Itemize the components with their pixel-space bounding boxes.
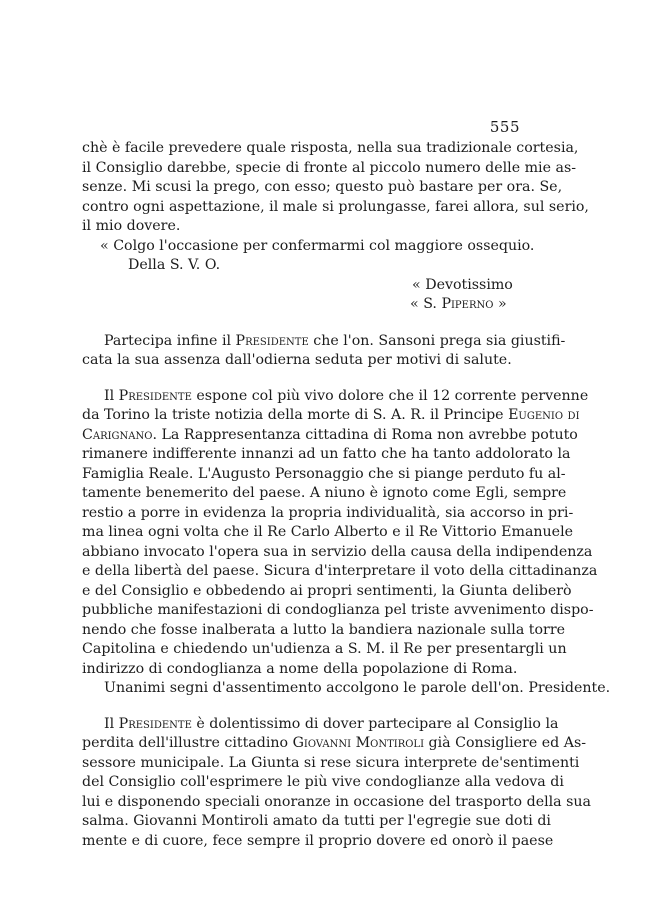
text-line <box>82 715 559 735</box>
text-line: ma linea ogni volta che il Re Carlo Alberto e il Re Vittorio Emanuele <box>82 524 574 540</box>
signature-block <box>82 276 525 315</box>
text-line: Famiglia Reale. L'Augusto Personaggio che si piange perduto fu al- <box>82 465 566 482</box>
text-line: senze. Mi scusi la prego, con esso; questo può bastare per ora. Se, <box>82 179 563 195</box>
text-line: « Colgo l'occasione per confermarmi col maggiore ossequio. <box>100 237 535 254</box>
text-run: Partecipa infine il <box>104 332 236 349</box>
text-run: Il <box>104 715 119 732</box>
text-line: Unanimi segni d'assentimento accolgono le parole dell'on. Presidente. <box>104 680 611 696</box>
text-line: Della S. V. O. <box>128 257 221 273</box>
text-line: rimanere indifferente innanzi ad un fatto che ha tanto addolorato la <box>82 446 571 462</box>
paragraph-sansoni <box>82 332 566 371</box>
text-line: mente e di cuore, fece sempre il proprio dovere ed onorò il paese <box>82 832 554 849</box>
paragraph-carignano <box>82 387 598 680</box>
signature-suffix: » <box>493 296 507 312</box>
text-run-smallcaps: Presidente <box>118 715 192 732</box>
text-run: da Torino la triste notizia della morte di S. A. R. il Principe <box>82 407 509 423</box>
text-line <box>82 426 578 446</box>
text-line: indirizzo di condoglianza a nome della popolazione di Roma. <box>82 660 518 677</box>
text-run: . La Rappresentanza cittadina di Roma non avrebbe potuto <box>152 426 578 443</box>
text-line <box>82 734 587 754</box>
paragraph-closing <box>82 237 535 276</box>
text-line: salma. Giovanni Montiroli amato da tutti per l'egregie sue doti di <box>82 813 551 829</box>
body-text <box>82 139 611 851</box>
paragraph-assent <box>82 679 611 699</box>
paragraph-montiroli <box>82 715 592 852</box>
signature-line-1: « Devotissimo <box>412 276 513 293</box>
text-line <box>82 351 525 371</box>
text-line: il mio dovere. <box>82 218 181 234</box>
text-line: del Consiglio coll'esprimere le più vive condoglianze alla vedova di <box>82 774 564 790</box>
text-line: Capitolina e chiedendo un'udienza a S. M. il Re per presentargli un <box>82 641 567 657</box>
text-line: abbiano invocato l'opera sua in servizio della causa della indipendenza <box>82 543 593 560</box>
text-run: già Consigliere ed As- <box>424 735 587 751</box>
signature-line-2 <box>82 295 525 315</box>
text-line: nendo che fosse inalberata a lutto la bandiera nazionale sulla torre <box>82 621 566 638</box>
text-run: perdita dell'illustre cittadino <box>82 735 293 751</box>
text-line: pubbliche manifestazioni di condoglianza pel triste avvenimento dispo- <box>82 602 594 618</box>
text-line <box>82 332 566 352</box>
text-line: sessore municipale. La Giunta si rese sicura interprete de'sentimenti <box>82 754 580 771</box>
text-line: lui e disponendo speciali onoranze in occasione del trasporto della sua <box>82 793 592 810</box>
text-line <box>82 387 589 407</box>
text-line: chè è facile prevedere quale risposta, nella sua tradizionale cortesia, <box>82 140 579 156</box>
text-run-smallcaps: Presidente <box>118 387 192 404</box>
text-run: che l'on. Sansoni prega sia giustifi- <box>308 332 566 349</box>
text-line: restio a porre in evidenza la propria individualità, sia accorso in pri- <box>82 504 574 521</box>
page-number: 555 <box>489 118 520 136</box>
text-run: è dolentissimo di dover partecipare al Consiglio la <box>191 715 559 732</box>
text-run-smallcaps: Carignano <box>82 426 153 443</box>
text-line <box>82 406 580 426</box>
text-run: cata la sua assenza dall'odierna seduta per motivi di salute. <box>82 352 512 368</box>
text-line: e della libertà del paese. Sicura d'interpretare il voto della cittadinanza <box>82 563 598 579</box>
text-line: contro ogni aspettazione, il male si prolungasse, farei allora, sul serio, <box>82 198 589 215</box>
signature-name: Piperno <box>441 296 494 312</box>
text-line: il Consiglio darebbe, specie di fronte al piccolo numero delle mie as- <box>82 159 577 176</box>
text-run-smallcaps: Giovanni Montiroli <box>292 735 425 751</box>
signature-prefix: « S. <box>410 296 442 312</box>
text-run: espone col più vivo dolore che il 12 corrente pervenne <box>191 387 589 404</box>
text-run: Il <box>104 387 119 404</box>
text-line: tamente benemerito del paese. A niuno è ignoto come Egli, sempre <box>82 485 567 501</box>
text-run-smallcaps: Presidente <box>235 332 309 349</box>
text-line: e del Consiglio e obbedendo ai propri sentimenti, la Giunta deliberò <box>82 582 572 599</box>
paragraph-letter-continuation <box>82 139 589 237</box>
text-run-smallcaps: Eugenio di <box>508 407 580 423</box>
